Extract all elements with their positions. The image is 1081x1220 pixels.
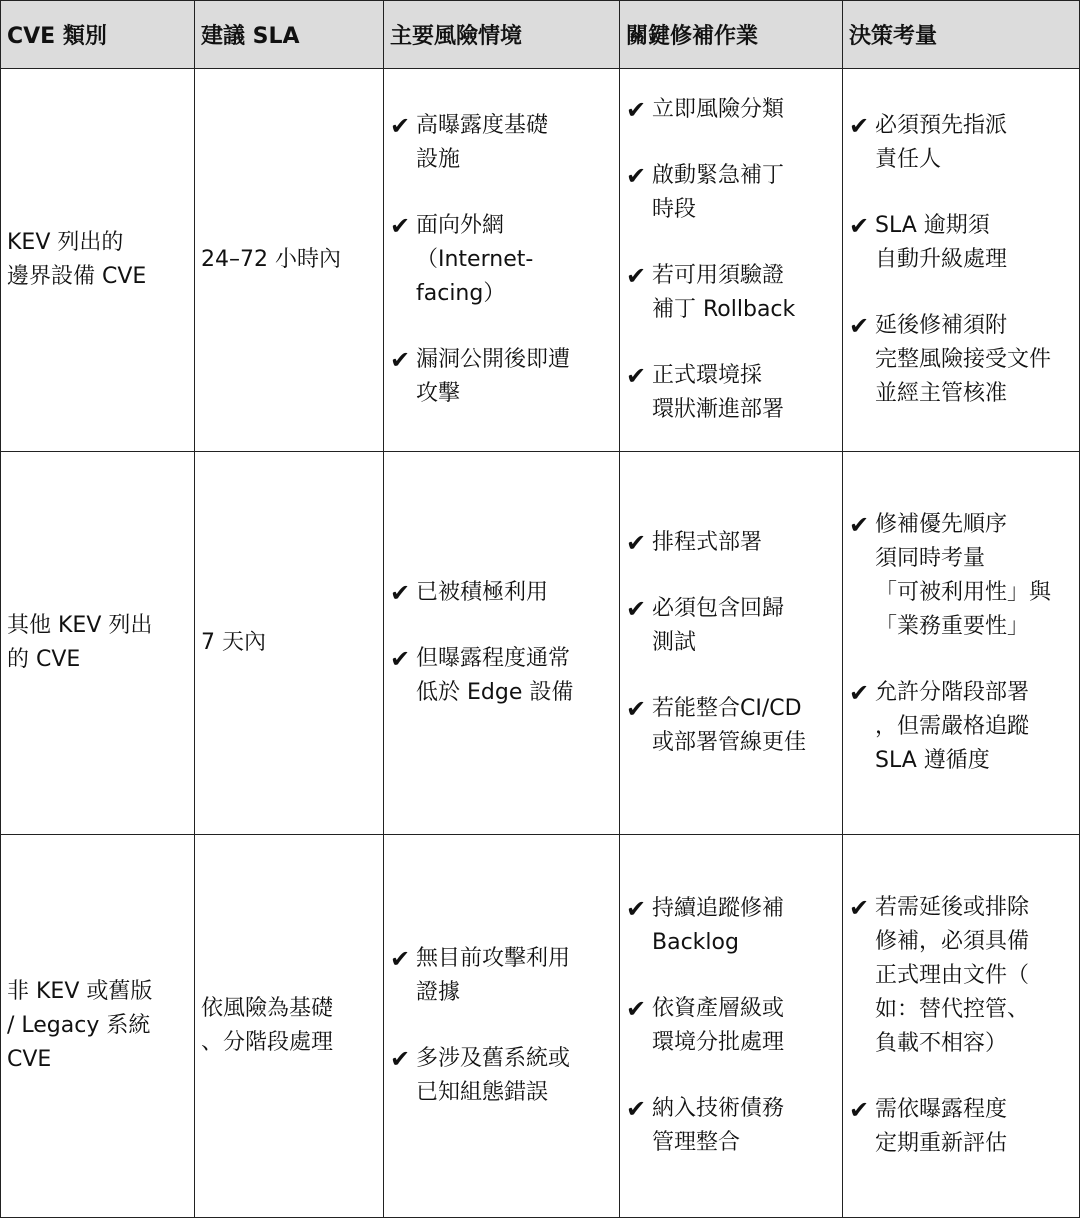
checkmark-icon: ✔ [390, 346, 411, 374]
item-text: 正式環境採 環狀漸進部署 [652, 363, 785, 422]
item-text: 若可用須驗證 補丁 Rollback [652, 263, 796, 322]
checkmark-icon: ✔ [849, 1096, 870, 1124]
row3-sla-text: 依風險為基礎 、分階段處理 [201, 996, 334, 1055]
row2-risks [384, 452, 619, 834]
list-item [849, 891, 1075, 1061]
list-item [390, 209, 615, 311]
checkmark-icon: ✔ [626, 529, 647, 557]
checkmark-icon: ✔ [626, 695, 647, 723]
item-text: 持續追蹤修補 Backlog [652, 896, 785, 955]
checkmark-icon: ✔ [849, 679, 870, 707]
item-text: 需依曝露程度 定期重新評估 [875, 1097, 1008, 1156]
row3-considerations [843, 835, 1079, 1217]
header-suggested-sla: 建議 SLA [201, 23, 300, 49]
row2-category [1, 452, 194, 834]
row2-sla-text: 7 天內 [201, 630, 266, 655]
item-text: 若能整合CI/CD 或部署管線更佳 [652, 696, 807, 755]
list-item [626, 592, 838, 660]
list-item [390, 1042, 615, 1110]
item-text: 啟動緊急補丁 時段 [652, 163, 785, 222]
item-text: 若需延後或排除 修補，必須具備 正式理由文件（ 如：替代控管、 負載不相容） [875, 895, 1030, 1056]
checkmark-icon: ✔ [390, 1045, 411, 1073]
list-item [390, 942, 615, 1010]
list-item [390, 109, 615, 177]
row1-sla [195, 69, 383, 451]
item-text: 依資產層級或 環境分批處理 [652, 996, 785, 1055]
checkmark-icon: ✔ [849, 112, 870, 140]
row1-category [1, 69, 194, 451]
item-text: SLA 逾期須 自動升級處理 [875, 213, 1008, 272]
header-cve-category: CVE 類別 [7, 23, 107, 49]
list-item [849, 209, 1075, 277]
checkmark-icon: ✔ [849, 894, 870, 922]
checkmark-icon: ✔ [626, 262, 647, 290]
item-text: 必須包含回歸 測試 [652, 596, 785, 655]
checkmark-icon: ✔ [390, 645, 411, 673]
item-text: 允許分階段部署 ，但需嚴格追蹤 SLA 遵循度 [875, 680, 1030, 773]
list-item [849, 1093, 1075, 1161]
row3-sla [195, 835, 383, 1217]
row1-actions [620, 69, 842, 451]
row3-category [1, 835, 194, 1217]
list-item [626, 93, 838, 127]
header-key-remediation: 關鍵修補作業 [626, 23, 759, 49]
item-text: 已被積極利用 [416, 580, 549, 605]
grid-line [1079, 0, 1080, 1218]
checkmark-icon: ✔ [390, 212, 411, 240]
item-text: 面向外網 （Internet- facing） [416, 213, 534, 306]
checkmark-icon: ✔ [390, 945, 411, 973]
row2-category-text: 其他 KEV 列出 的 CVE [7, 613, 153, 672]
checkmark-icon: ✔ [849, 511, 870, 539]
row1-category-text: KEV 列出的 邊界設備 CVE [7, 230, 147, 289]
header-main-risk: 主要風險情境 [390, 23, 523, 49]
item-text: 修補優先順序 須同時考量 「可被利用性」與 「業務重要性」 [875, 512, 1052, 639]
checkmark-icon: ✔ [390, 112, 411, 140]
row3-risks [384, 835, 619, 1217]
checkmark-icon: ✔ [626, 162, 647, 190]
list-item [849, 676, 1075, 778]
list-item [849, 508, 1075, 644]
list-item [626, 992, 838, 1060]
list-item [390, 576, 615, 610]
item-text: 無目前攻擊利用 證據 [416, 946, 571, 1005]
checkmark-icon: ✔ [626, 96, 647, 124]
item-text: 高曝露度基礎 設施 [416, 113, 549, 172]
checkmark-icon: ✔ [626, 595, 647, 623]
checkmark-icon: ✔ [849, 212, 870, 240]
checkmark-icon: ✔ [849, 312, 870, 340]
list-item [626, 159, 838, 227]
checkmark-icon: ✔ [626, 362, 647, 390]
list-item [626, 692, 838, 760]
list-item [626, 892, 838, 960]
list-item [626, 526, 838, 560]
row2-actions [620, 452, 842, 834]
row1-risks [384, 69, 619, 451]
checkmark-icon: ✔ [390, 579, 411, 607]
checkmark-icon: ✔ [626, 895, 647, 923]
item-text: 漏洞公開後即遭 攻擊 [416, 347, 571, 406]
row1-sla-text: 24–72 小時內 [201, 247, 341, 272]
row3-category-text: 非 KEV 或舊版 / Legacy 系統 CVE [7, 979, 153, 1072]
item-text: 但曝露程度通常 低於 Edge 設備 [416, 646, 574, 705]
list-item [849, 109, 1075, 177]
item-text: 多涉及舊系統或 已知組態錯誤 [416, 1046, 571, 1105]
row2-sla [195, 452, 383, 834]
list-item [626, 359, 838, 427]
row3-actions [620, 835, 842, 1217]
item-text: 延後修補須附 完整風險接受文件 並經主管核准 [875, 313, 1052, 406]
list-item [849, 309, 1075, 411]
header-decision-considerations: 決策考量 [849, 23, 938, 49]
checkmark-icon: ✔ [626, 995, 647, 1023]
row1-considerations [843, 69, 1079, 451]
list-item [626, 259, 838, 327]
checkmark-icon: ✔ [626, 1095, 647, 1123]
row2-considerations [843, 452, 1079, 834]
item-text: 納入技術債務 管理整合 [652, 1096, 785, 1155]
list-item [626, 1092, 838, 1160]
item-text: 立即風險分類 [652, 97, 785, 122]
item-text: 排程式部署 [652, 530, 763, 555]
grid-line [0, 1217, 1079, 1218]
list-item [390, 343, 615, 411]
item-text: 必須預先指派 責任人 [875, 113, 1008, 172]
list-item [390, 642, 615, 710]
